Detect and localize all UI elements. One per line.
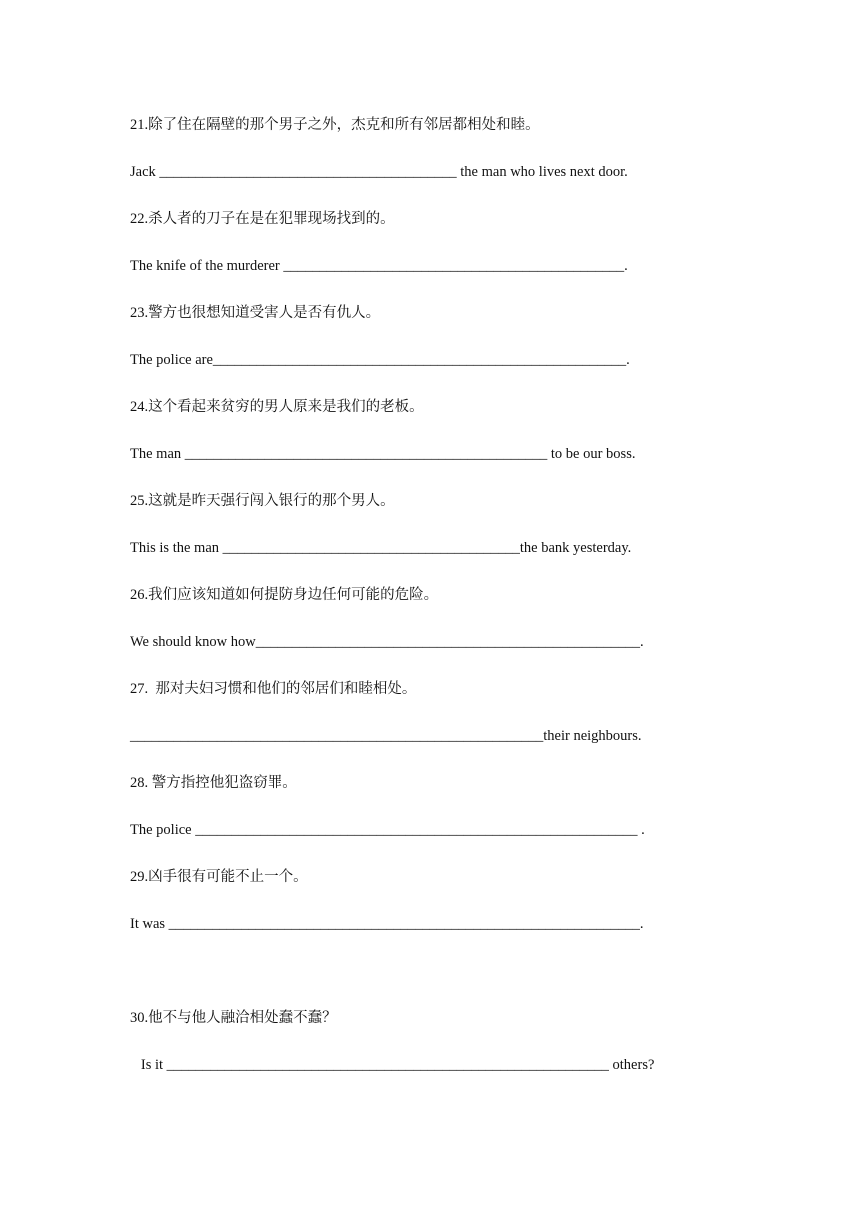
question-26-prompt: 26.我们应该知道如何提防身边任何可能的危险。	[130, 587, 439, 603]
question-28-prompt: 28. 警方指控他犯盗窃罪。	[130, 775, 297, 791]
question-27-prompt: 27. 那对夫妇习惯和他们的邻居们和睦相处。	[130, 681, 417, 697]
question-25-sentence: This is the man _________________________________________the bank yesterday.	[130, 540, 632, 556]
question-22-sentence: The knife of the murderer _______________________________________________.	[130, 258, 628, 274]
question-29-prompt: 29.凶手很有可能不止一个。	[130, 869, 308, 885]
question-26-sentence: We should know how_____________________________________________________.	[130, 634, 644, 650]
question-23-sentence: The police are_________________________________________________________.	[130, 352, 630, 368]
question-25-prompt: 25.这就是昨天强行闯入银行的那个男人。	[130, 493, 395, 509]
question-24-sentence: The man __________________________________________________ to be our boss.	[130, 446, 636, 462]
question-28-sentence: The police _____________________________________________________________ .	[130, 822, 645, 838]
question-21-sentence: Jack _________________________________________ the man who lives next door.	[130, 164, 628, 180]
question-22-prompt: 22.杀人者的刀子在是在犯罪现场找到的。	[130, 211, 395, 227]
question-30-prompt: 30.他不与他人融洽相处蠢不蠢？	[130, 1010, 337, 1026]
question-29-sentence: It was _________________________________________________________________.	[130, 916, 644, 932]
question-30-sentence: Is it _____________________________________________________________ others?	[130, 1057, 655, 1073]
question-23-prompt: 23.警方也很想知道受害人是否有仇人。	[130, 305, 381, 321]
question-27-sentence: _________________________________________________________their neighbours.	[130, 728, 642, 744]
question-24-prompt: 24.这个看起来贫穷的男人原来是我们的老板。	[130, 399, 424, 415]
question-21-prompt: 21.除了住在隔壁的那个男子之外，杰克和所有邻居都相处和睦。	[130, 117, 540, 133]
